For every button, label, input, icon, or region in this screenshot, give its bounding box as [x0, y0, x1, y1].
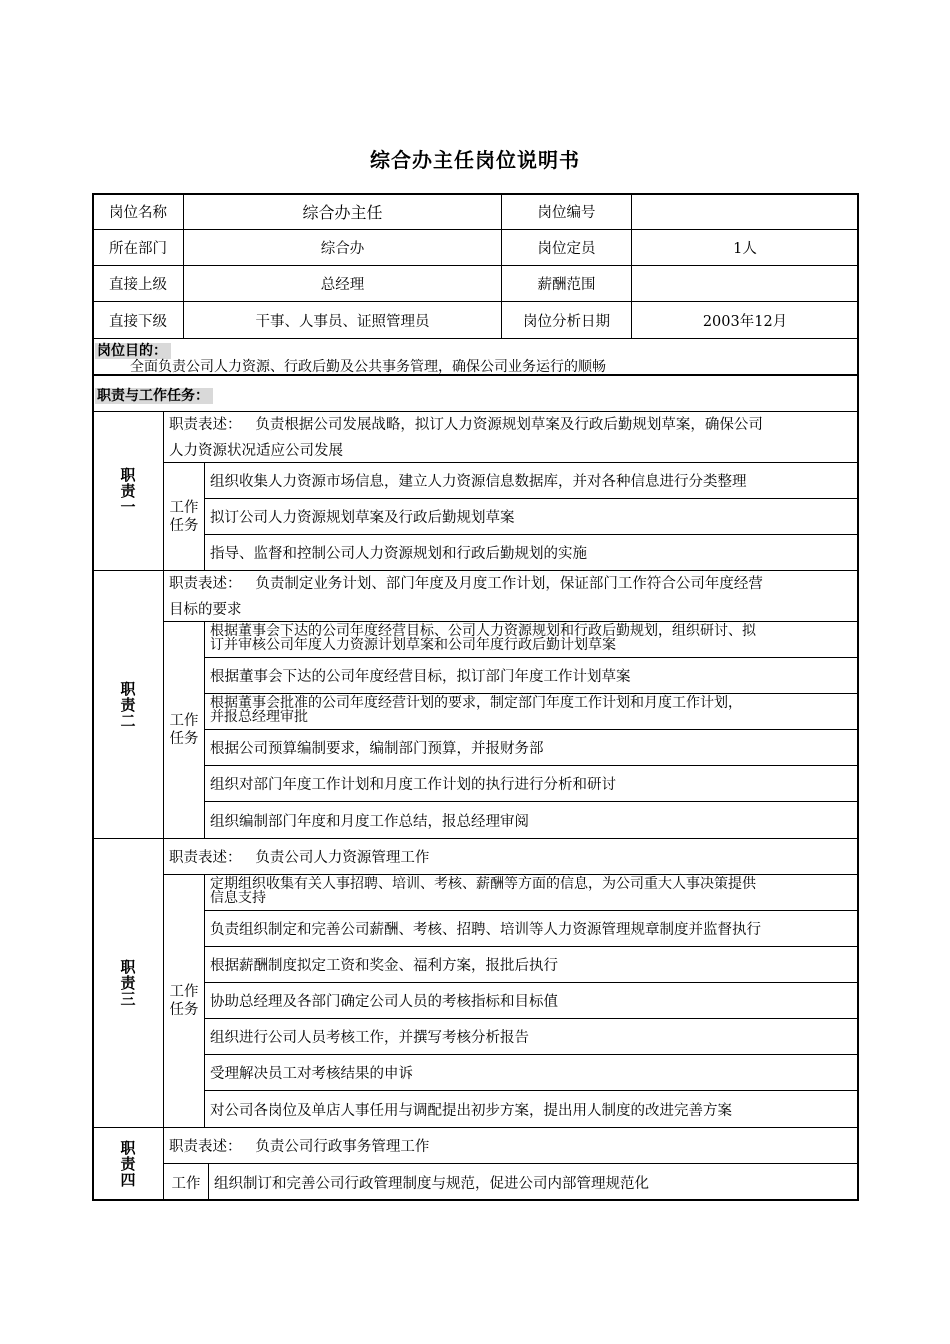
document-title: 综合办主任岗位说明书 [370, 148, 580, 172]
duty-1-task-label: 工作任务 [163, 462, 205, 571]
analysis-date-label: 岗位分析日期 [501, 301, 632, 339]
duty-2-task-1 [204, 621, 859, 658]
duty-2-task-1-line1: 根据董事会下达的公司年度经营目标、公司人力资源规划和行政后勤规划，组织研讨、拟 [210, 623, 756, 639]
headcount-label: 岗位定员 [501, 229, 632, 266]
duty-3-task-5: 组织进行公司人员考核工作，并撰写考核分析报告 [204, 1018, 859, 1055]
duty-3-task-1 [204, 874, 859, 911]
duty-1-task-2: 拟订公司人力资源规划草案及行政后勤规划草案 [204, 498, 859, 535]
duty-3-task-1-line1: 定期组织收集有关人事招聘、培训、考核、薪酬等方面的信息，为公司重大人事决策提供 [210, 876, 756, 892]
duty-3-task-label: 工作任务 [163, 874, 205, 1128]
purpose-heading: 岗位目的： [95, 340, 171, 360]
position-code-value [631, 193, 859, 230]
duty-2-task-4: 根据公司预算编制要求，编制部门预算，并报财务部 [204, 729, 859, 766]
superior-value: 总经理 [183, 265, 502, 302]
subordinate-value: 干事、人事员、证照管理员 [183, 301, 502, 339]
duty-2-task-3-line1: 根据董事会批准的公司年度经营计划的要求，制定部门年度工作计划和月度工作计划， [210, 695, 742, 711]
duty-3-task-7: 对公司各岗位及单店人事任用与调配提出初步方案，提出用人制度的改进完善方案 [204, 1090, 859, 1128]
subordinate-label: 直接下级 [92, 301, 184, 339]
duty-3-description: 职责表述： 负责公司人力资源管理工作 [163, 838, 859, 875]
duty-3-task-2: 负责组织制定和完善公司薪酬、考核、招聘、培训等人力资源管理规章制度并监督执行 [204, 910, 859, 947]
salary-label: 薪酬范围 [501, 265, 632, 302]
position-code-label: 岗位编号 [501, 193, 632, 230]
duty-2-task-3 [204, 693, 859, 730]
department-value: 综合办 [183, 229, 502, 266]
duty-2-task-1-line2: 订并审核公司年度人力资源计划草案和公司年度行政后勤计划草案 [210, 637, 616, 653]
duty-1-task-3: 指导、监督和控制公司人力资源规划和行政后勤规划的实施 [204, 534, 859, 571]
duty-1-task-1: 组织收集人力资源市场信息，建立人力资源信息数据库，并对各种信息进行分类整理 [204, 462, 859, 499]
duty-1-desc-line2: 人力资源状况适应公司发展 [169, 443, 343, 459]
duty-1-label: 职责一 [92, 411, 164, 571]
duty-2-task-6: 组织编制部门年度和月度工作总结，报总经理审阅 [204, 801, 859, 839]
duty-2-task-3-line2: 并报总经理审批 [210, 709, 308, 725]
duty-2-task-5: 组织对部门年度工作计划和月度工作计划的执行进行分析和研讨 [204, 765, 859, 802]
headcount-value: 1人 [631, 229, 859, 266]
duty-2-description [163, 570, 859, 622]
position-name-value: 综合办主任 [183, 193, 502, 230]
duties-heading: 职责与工作任务： [95, 385, 213, 405]
position-name-label: 岗位名称 [92, 193, 184, 230]
salary-value [631, 265, 859, 302]
duty-4-description: 职责表述： 负责公司行政事务管理工作 [163, 1127, 859, 1164]
duty-2-task-2: 根据董事会下达的公司年度经营目标，拟订部门年度工作计划草案 [204, 657, 859, 694]
duty-2-label: 职责二 [92, 570, 164, 839]
duty-1-desc-line1: 职责表述： 负责根据公司发展战略，拟订人力资源规划草案及行政后勤规划草案，确保公司 [169, 417, 763, 433]
duty-2-desc-line2: 目标的要求 [169, 602, 242, 618]
duty-4-task-1: 组织制订和完善公司行政管理制度与规范，促进公司内部管理规范化 [208, 1163, 859, 1201]
duty-3-task-4: 协助总经理及各部门确定公司人员的考核指标和目标值 [204, 982, 859, 1019]
duty-4-label: 职责四 [92, 1127, 164, 1201]
duty-4-task-label: 工作 [163, 1163, 209, 1201]
duty-3-label: 职责三 [92, 838, 164, 1128]
duty-2-desc-line1: 职责表述： 负责制定业务计划、部门年度及月度工作计划，保证部门工作符合公司年度经营 [169, 576, 763, 592]
duty-3-task-3: 根据薪酬制度拟定工资和奖金、福利方案，报批后执行 [204, 946, 859, 983]
duty-2-task-label: 工作任务 [163, 621, 205, 839]
duty-1-description [163, 411, 859, 463]
superior-label: 直接上级 [92, 265, 184, 302]
purpose-text: 全面负责公司人力资源、行政后勤及公共事务管理，确保公司业务运行的顺畅 [130, 359, 606, 375]
duty-3-task-1-line2: 信息支持 [210, 890, 266, 906]
department-label: 所在部门 [92, 229, 184, 266]
analysis-date-value: 2003年12月 [631, 301, 859, 339]
duty-3-task-6: 受理解决员工对考核结果的申诉 [204, 1054, 859, 1091]
